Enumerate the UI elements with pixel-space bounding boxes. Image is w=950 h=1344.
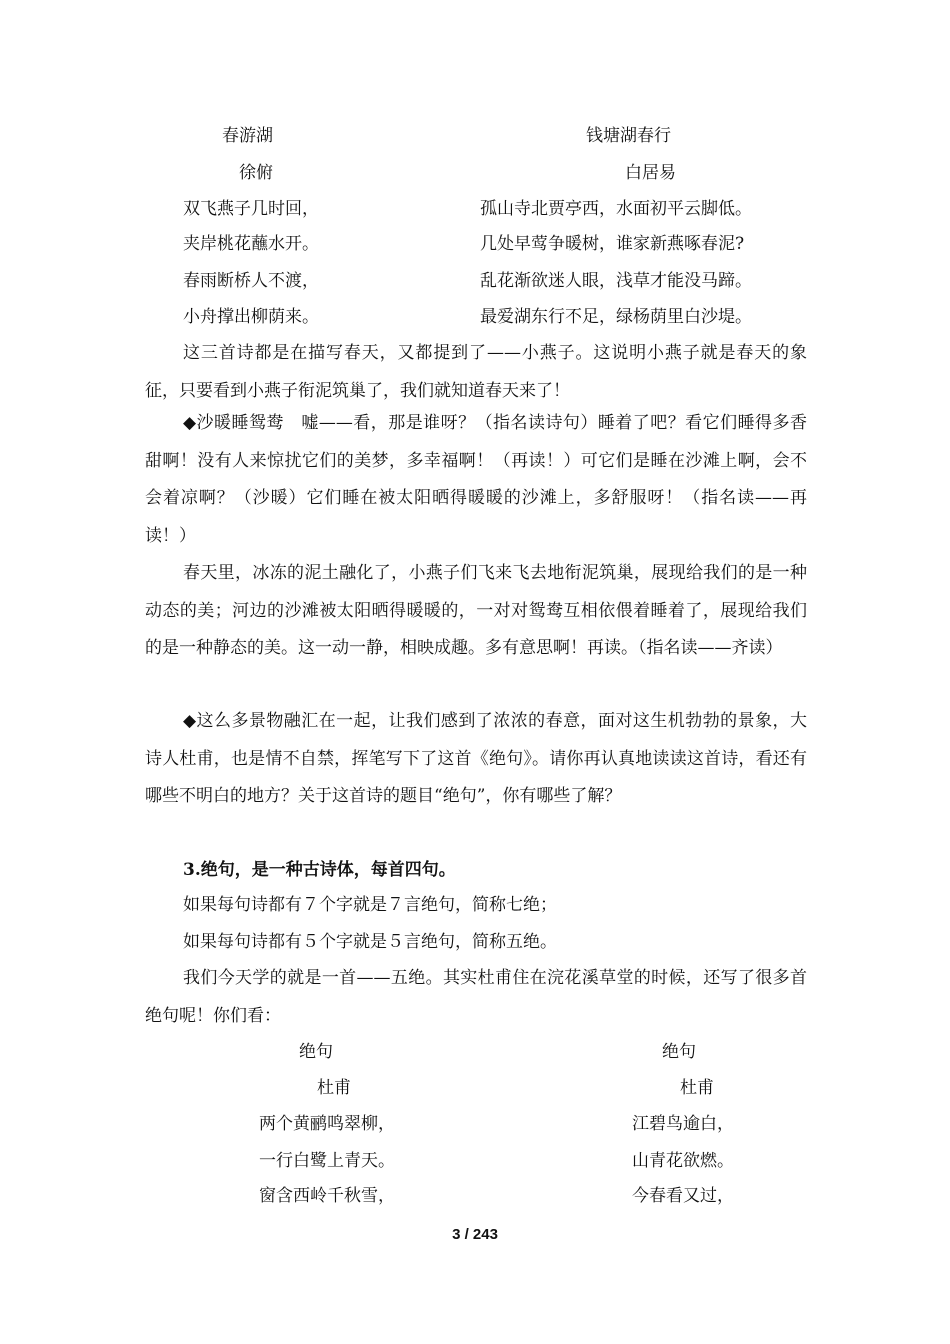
poem3-author: 杜甫 [317,1078,351,1098]
poem1-line: 春雨断桥人不渡， [183,271,319,291]
poem2-line: 最爱湖东行不足，绿杨荫里白沙堤。 [480,307,752,327]
poem2-line: 孤山寺北贾亭西，水面初平云脚低。 [480,199,752,219]
poem1-author: 徐俯 [239,163,273,183]
poem2-title: 钱塘湖春行 [586,126,671,146]
paragraph-motion-stillness: 春天里，冰冻的泥土融化了，小燕子们飞来飞去地衔泥筑巢，展现给我们的是一种动态的美；河边的沙滩被太阳晒得暖暖的，一对对鸳鸯互相依偎着睡着了，展现给我们的是一种静态的美。这一动一静，相映成趣。多有意思啊！再读。（指名读——齐读） [145,563,807,658]
poem3-line: 窗含西岭千秋雪， [259,1186,395,1206]
definition-wujue: 如果每句诗都有５个字就是５言绝句，简称五绝。 [183,932,557,952]
paragraph-swallow-symbol: 这三首诗都是在描写春天，又都提到了——小燕子。这说明小燕子就是春天的象征，只要看到小燕子衔泥筑巢了，我们就知道春天来了！ [145,343,807,401]
poem2-line: 乱花渐欲迷人眼，浅草才能没马蹄。 [480,271,752,291]
poem4-line: 江碧鸟逾白， [632,1114,734,1134]
poem1-line: 双飞燕子几时回， [183,199,319,219]
poem2-author: 白居易 [625,163,676,183]
paragraph-mandarin-ducks: ◆沙暖睡鸳鸯 嘘——看，那是谁呀？（指名读诗句）睡着了吧？看它们睡得多香甜啊！没有人来惊扰它们的美梦，多幸福啊！（再读！）可它们是睡在沙滩上啊，会不会着凉啊？（沙暖）它们睡在被太阳晒得暖暖的沙滩上，多舒服呀！（指名读——再读！） [145,413,807,546]
poem1-title: 春游湖 [222,126,273,146]
poem1-line: 夹岸桃花蘸水开。 [183,234,319,254]
section-heading: 3.绝句，是一种古诗体，每首四句。 [183,860,456,880]
poem4-author: 杜甫 [680,1078,714,1098]
paragraph-closing: 我们今天学的就是一首——五绝。其实杜甫住在浣花溪草堂的时候，还写了很多首绝句呢！你们看： [145,968,807,1026]
poem1-line: 小舟撑出柳荫来。 [183,307,319,327]
poem4-title: 绝句 [662,1042,696,1062]
poem4-line: 今春看又过， [632,1186,734,1206]
paragraph-du-fu-intro: ◆这么多景物融汇在一起，让我们感到了浓浓的春意，面对这生机勃勃的景象，大诗人杜甫，也是情不自禁，挥笔写下了这首《绝句》。请你再认真地读读这首诗，看还有哪些不明白的地方？关于这首诗的题目“绝句”，你有哪些了解？ [145,711,807,806]
poem2-line: 几处早莺争暖树，谁家新燕啄春泥? [480,234,745,254]
page-number: 3 / 243 [452,1226,498,1243]
poem3-line: 两个黄鹂鸣翠柳， [259,1114,395,1134]
definition-qijue: 如果每句诗都有７个字就是７言绝句，简称七绝； [183,895,557,915]
poem3-title: 绝句 [299,1042,333,1062]
poem4-line: 山青花欲燃。 [632,1151,734,1171]
poem3-line: 一行白鹭上青天。 [259,1151,395,1171]
